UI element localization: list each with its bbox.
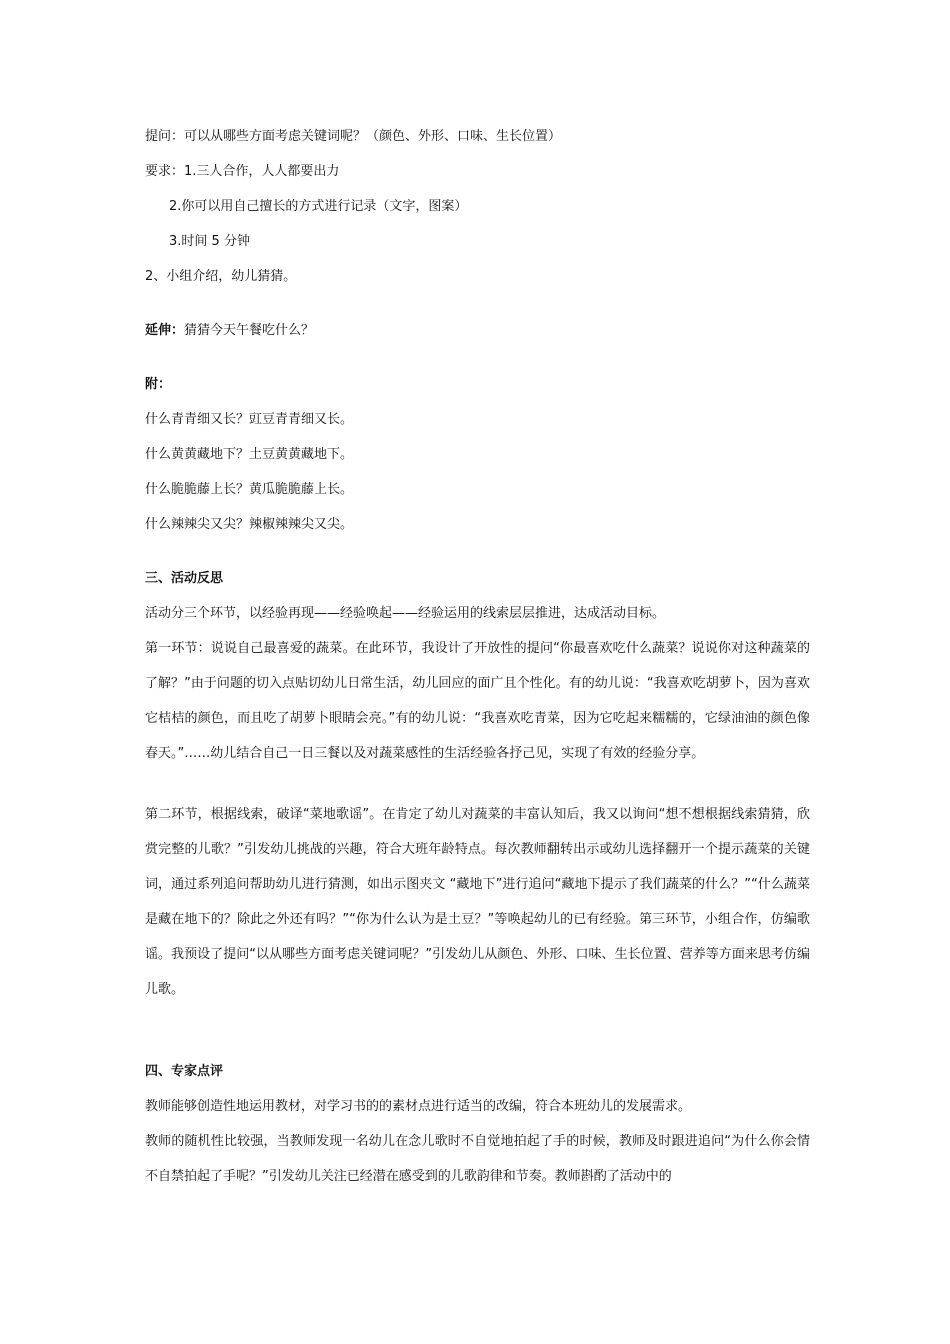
section-3-heading: 三、活动反思	[145, 571, 224, 586]
section-4-intro: 教师能够创造性地运用教材，对学习书的的素材点进行适当的改编，符合本班幼儿的发展需求。	[145, 1099, 692, 1114]
rhyme-line-2: 什么黄黄藏地下？土豆黄黄藏地下。	[145, 447, 354, 462]
extension-text: 猜猜今天午餐吃什么？	[184, 323, 315, 338]
requirement-line: 要求：1.三人合作，人人都要出力	[145, 164, 340, 179]
section-3-paragraph-2: 第二环节，根据线索，破译“菜地歌谣”。在肯定了幼儿对蔬菜的丰富认知后，我又以询问“想不想根据线索猜猜，欣赏完整的儿歌？”引发幼儿挑战的兴趣，符合大班年龄特点。每次教师翻转出示或幼儿选择翻开一个提示蔬菜的关键词，通过系列追问帮助幼儿进行猜测，如出示图夹文 “藏地下”进行追问“藏地下提示了我们蔬菜的什么？”“什么蔬菜是藏在地下的？除此之外还有吗？”“你为什么认为是土豆？”等唤起幼儿的已有经验。第三环节，小组合作，仿编歌谣。我预设了提问“以从哪些方面考虑关键词呢？”引发幼儿从颜色、外形、口味、生长位置、营养等方面来思考仿编儿歌。	[145, 807, 810, 997]
requirement-item-2: 2.你可以用自己擅长的方式进行记录（文字，图案）	[169, 199, 468, 214]
question-line: 提问：可以从哪些方面考虑关键词呢？（颜色、外形、口味、生长位置）	[145, 129, 562, 144]
step-2-line: 2、小组介绍，幼儿猜猜。	[145, 269, 297, 284]
requirement-item-3: 3.时间 5 分钟	[169, 234, 250, 249]
section-3-intro: 活动分三个环节，以经验再现——经验唤起——经验运用的线索层层推进，达成活动目标。	[145, 606, 666, 621]
appendix-label: 附：	[145, 377, 172, 392]
extension-label: 延伸：	[145, 323, 185, 338]
rhyme-line-3: 什么脆脆藤上长？黄瓜脆脆藤上长。	[145, 482, 354, 497]
extension-line	[145, 322, 314, 340]
rhyme-line-1: 什么青青细又长？豇豆青青细又长。	[145, 412, 354, 427]
section-4-paragraph-1: 教师的随机性比较强，当教师发现一名幼儿在念儿歌时不自觉地拍起了手的时候，教师及时跟进追问“为什么你会情不自禁拍起了手呢？”引发幼儿关注已经潜在感受到的儿歌韵律和节奏。教师斟酌了活动中的	[145, 1134, 810, 1184]
section-4-heading: 四、专家点评	[145, 1064, 224, 1079]
rhyme-line-4: 什么辣辣尖又尖？辣椒辣辣尖又尖。	[145, 517, 354, 532]
section-3-paragraph-1: 第一环节：说说自己最喜爱的蔬菜。在此环节，我设计了开放性的提问“你最喜欢吃什么蔬菜？说说你对这种蔬菜的了解？”由于问题的切入点贴切幼儿日常生活，幼儿回应的面广且个性化。有的幼儿说：“我喜欢吃胡萝卜，因为喜欢它桔桔的颜色，而且吃了胡萝卜眼睛会亮。”有的幼儿说：“我喜欢吃青菜，因为它吃起来糯糯的，它绿油油的颜色像春天。”……幼儿结合自己一日三餐以及对蔬菜感性的生活经验各抒己见，实现了有效的经验分享。	[145, 641, 810, 761]
